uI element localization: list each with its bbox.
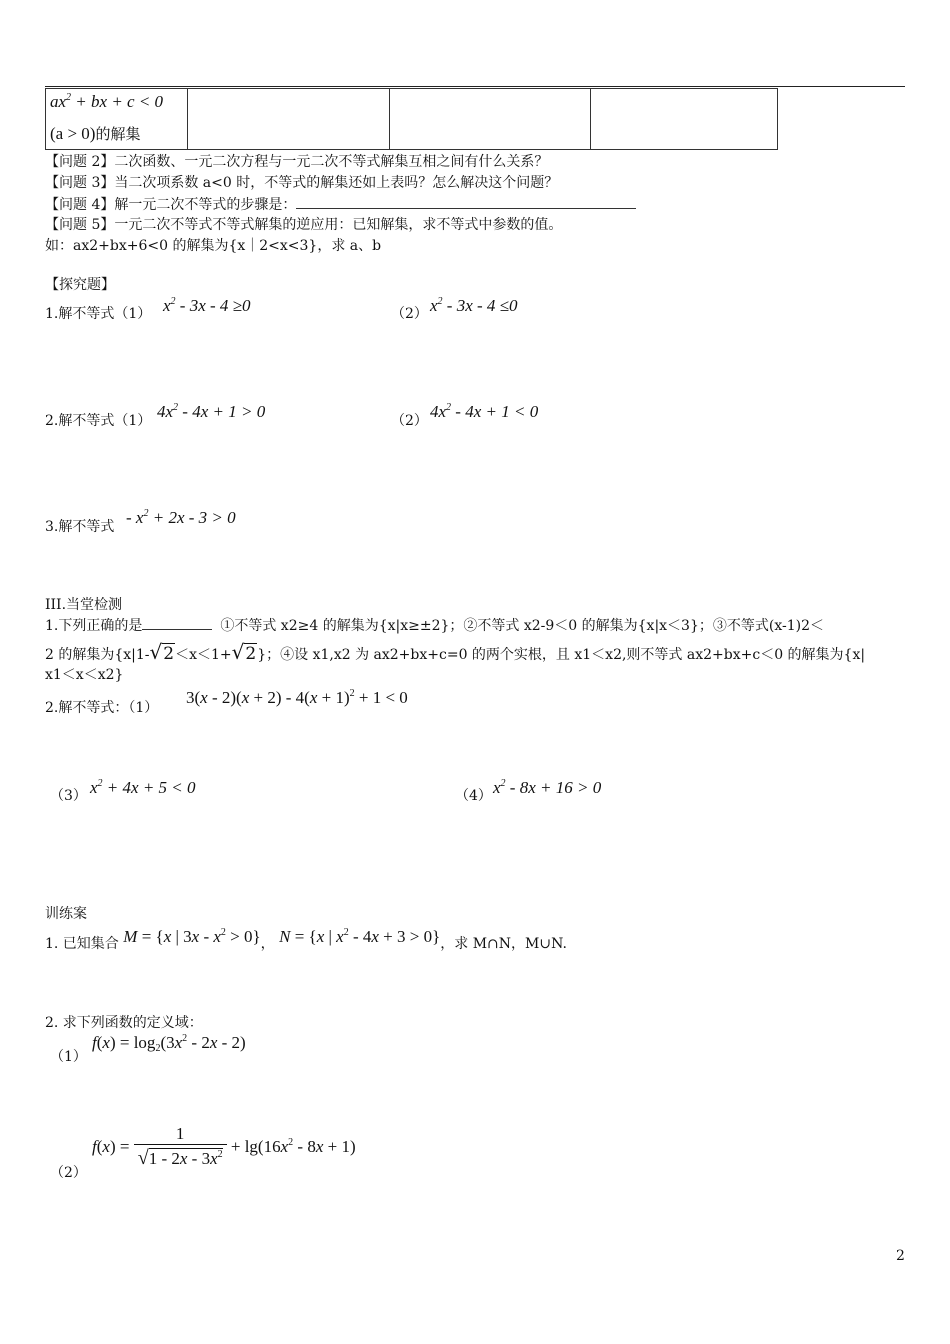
- page-number: 2: [896, 1248, 905, 1264]
- explore-2b-label: （2）: [391, 413, 428, 429]
- top-rule: [45, 86, 905, 87]
- training-heading: 训练案: [45, 906, 87, 922]
- check-item-2-1-inequality: $3(x - 2)(x + 2) - 4(x + 1)^2 + 1 < 0$: [186, 688, 408, 707]
- explore-2-label: 2.解不等式（1）: [45, 413, 152, 429]
- sqrt-expression: √2: [231, 640, 257, 664]
- explore-2b-inequality: $4x^2 - 4x + 1 < 0$: [430, 402, 539, 421]
- question-4: [45, 194, 636, 214]
- fraction-denominator: $√1 - 2x - 3x^2$: [134, 1144, 227, 1170]
- explore-3-inequality: - $x^2 + 2x - 3 > 0$: [126, 508, 236, 527]
- sqrt-expression: √2: [149, 640, 175, 664]
- explore-heading: 【探究题】: [45, 277, 115, 293]
- check-heading: III.当堂检测: [45, 597, 123, 613]
- condition-math: (a > 0): [50, 124, 96, 143]
- explore-1a-inequality: $x^2 - 3x - 4 \ge 0$: [163, 296, 251, 315]
- training-item-1-prefix: 1. 已知集合: [45, 936, 119, 952]
- check-item-1-line2-c: }；④设 x1,x2 为 ax2+bx+c=0 的两个实根，且 x1＜x2,则不等式 ax2+bx+c＜0 的解集为{x|: [257, 647, 866, 663]
- check-item-1-line-1: [45, 615, 824, 635]
- training-item-2-1-function: $f(x) = \log_2(3x^2 - 2x - 2)$: [92, 1033, 246, 1054]
- fraction-numerator: 1: [175, 1124, 185, 1143]
- example-text: 如：ax2+bx+6<0 的解集为{x｜2<x<3}，求 a、b: [45, 238, 382, 254]
- set-M-definition: M = {x | $3x - x^2 > 0$}: [123, 927, 261, 946]
- training-item-2-heading: 2. 求下列函数的定义域：: [45, 1015, 203, 1031]
- separator: ，: [260, 936, 275, 952]
- check-item-1-prefix: 1.下列正确的是: [45, 618, 143, 634]
- question-3: 【问题 3】当二次项系数 a<0 时，不等式的解集还如上表吗？怎么解决这个问题？: [45, 175, 559, 191]
- table-cell-empty[interactable]: [591, 89, 778, 150]
- table-row: [46, 89, 778, 150]
- training-item-2-2-function: f(x) = $\frac{1}{√1 - 2x - 3x^2}$ + $\lg(16x^2 - 8x + 1)$: [92, 1124, 356, 1169]
- question-5: 【问题 5】一元二次不等式不等式解集的逆应用：已知解集，求不等式中参数的值。: [45, 217, 563, 233]
- check-item-2-label: 2.解不等式：（1）: [45, 700, 159, 716]
- question-4-text: 【问题 4】解一元二次不等式的步骤是：: [45, 197, 297, 213]
- training-item-2-1-label: （1）: [50, 1049, 87, 1065]
- sqrt-radicand: 2: [163, 644, 175, 664]
- training-item-2-2-label: （2）: [50, 1165, 87, 1181]
- training-item-1: [45, 927, 567, 953]
- table-row-label-cell: [46, 89, 188, 150]
- check-item-1-line2-b: ＜x＜1+: [175, 647, 232, 663]
- sqrt-radicand: 2: [245, 644, 257, 664]
- check-item-2-3-inequality: $x^2 + 4x + 5 < 0$: [90, 778, 196, 797]
- explore-1b-label: （2）: [391, 306, 428, 322]
- question-2: 【问题 2】二次函数、一元二次方程与一元二次不等式解集互相之间有什么关系？: [45, 154, 549, 170]
- check-item-1-rest: ①不等式 x2≥4 的解集为{x|x≥±2}；②不等式 x2-9＜0 的解集为{x|x＜3}；③不等式(x-1)2＜: [220, 618, 824, 634]
- explore-2a-inequality: $4x^2 - 4x + 1 > 0$: [157, 402, 266, 421]
- check-item-2-4-inequality: $x^2 - 8x + 16 > 0$: [493, 778, 602, 797]
- check-item-2-4-label: （4）: [455, 788, 492, 804]
- explore-3-label: 3.解不等式: [45, 519, 115, 535]
- answer-blank[interactable]: [142, 617, 212, 630]
- table-row-label-inequality: $ax^2$ + bx + c < 0: [50, 92, 164, 111]
- table-row-label-condition: [50, 123, 140, 144]
- check-item-2-3-label: （3）: [50, 788, 87, 804]
- check-item-1-line-3: x1＜x＜x2}: [45, 667, 124, 683]
- condition-text: 的解集: [95, 125, 141, 143]
- check-item-1-line2-a: 2 的解集为{x|1-: [45, 647, 150, 663]
- table-cell-empty[interactable]: [188, 89, 390, 150]
- answer-blank[interactable]: [296, 196, 636, 209]
- solution-set-table: [45, 88, 778, 150]
- table-cell-empty[interactable]: [390, 89, 591, 150]
- check-item-1-line-2: [45, 640, 865, 664]
- fraction: [134, 1124, 227, 1170]
- explore-1b-inequality: $x^2 - 3x - 4 \le 0$: [430, 296, 518, 315]
- explore-1-label: 1.解不等式（1）: [45, 306, 152, 322]
- training-item-1-suffix: ，求 M∩N，M∪N.: [440, 936, 567, 952]
- set-N-definition: N = {x | $x^2 - 4x + 3 > 0$}: [279, 927, 441, 946]
